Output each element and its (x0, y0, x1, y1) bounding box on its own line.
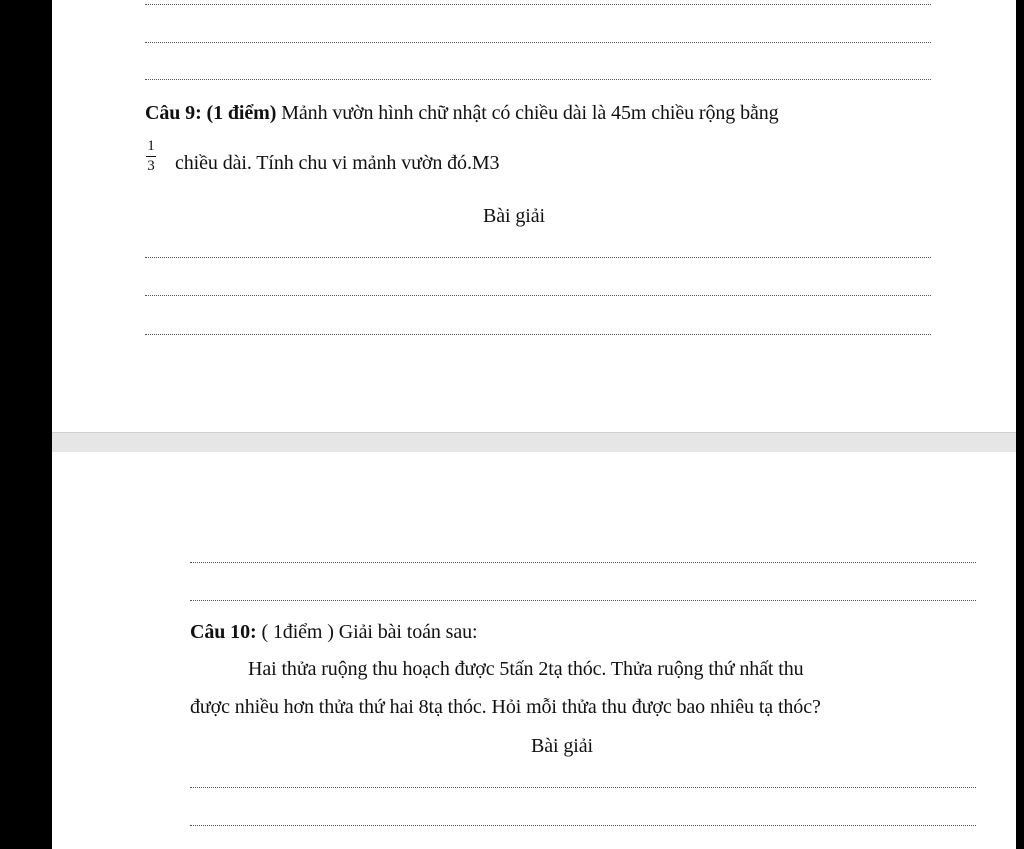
document-page-1 (52, 0, 1018, 432)
answer-dotted-line (145, 334, 931, 335)
answer-dotted-line (190, 562, 976, 563)
solution-heading-10: Bài giải (531, 735, 593, 757)
question-10-number: Câu 10: (190, 621, 257, 643)
answer-dotted-line (190, 787, 976, 788)
document-page-2 (52, 452, 1018, 849)
answer-dotted-line (145, 257, 931, 258)
question-10-line-1 (190, 620, 477, 644)
answer-dotted-line (145, 295, 931, 296)
solution-heading-9: Bài giải (483, 205, 545, 227)
question-9-number: Câu 9: (145, 102, 202, 124)
answer-dotted-line (145, 42, 931, 43)
fraction-denominator: 3 (147, 158, 155, 174)
question-9-text-1: Mảnh vườn hình chữ nhật có chiều dài là 45m chiều rộng bằng (281, 102, 779, 124)
viewer-right-border (1016, 0, 1024, 849)
page-separator (52, 432, 1020, 454)
answer-dotted-line (145, 4, 931, 5)
question-10-intro: Giải bài toán sau: (338, 621, 478, 643)
answer-dotted-line (145, 79, 931, 80)
answer-dotted-line (190, 825, 976, 826)
question-9-points: (1 điểm) (206, 102, 277, 124)
fraction-numerator: 1 (147, 138, 155, 154)
question-9-line-1 (145, 101, 779, 125)
question-10-text-2: được nhiều hơn thửa thứ hai 8tạ thóc. Hỏi mỗi thửa thu được bao nhiêu tạ thóc? (190, 696, 821, 718)
one-third-fraction (145, 139, 157, 174)
fraction-bar (146, 156, 156, 157)
question-10-points: ( 1điểm ) (261, 621, 334, 643)
question-10-text-1: Hai thửa ruộng thu hoạch được 5tấn 2tạ thóc. Thửa ruộng thứ nhất thu (248, 658, 804, 680)
answer-dotted-line (190, 600, 976, 601)
question-9-text-2: chiều dài. Tính chu vi mảnh vườn đó.M3 (175, 152, 500, 174)
